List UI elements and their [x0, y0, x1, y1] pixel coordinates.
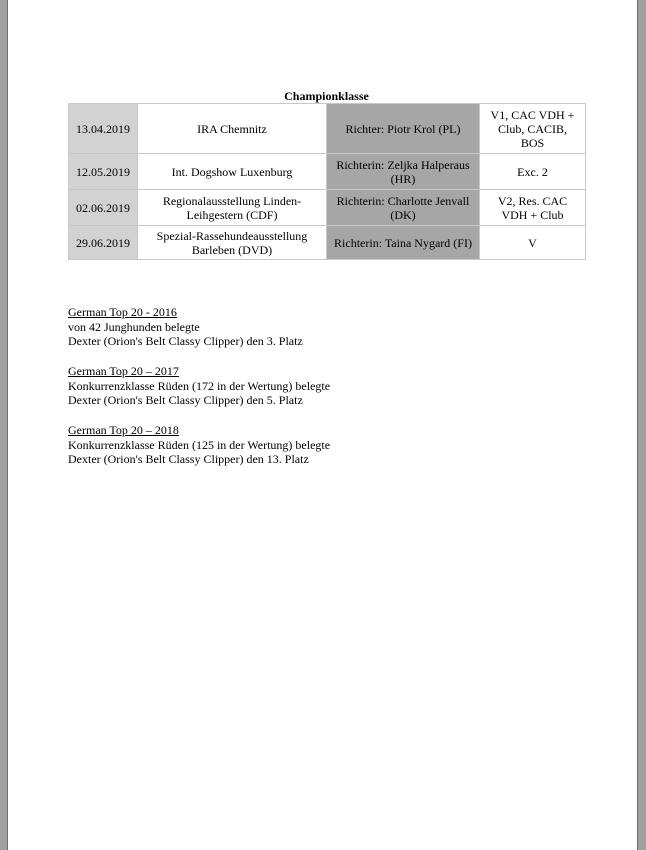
result-cell: [480, 226, 586, 260]
section-heading: German Top 20 - 2016: [68, 305, 177, 319]
judge-cell: Richterin: Charlotte Jenvall (DK): [327, 190, 480, 226]
ranking-section-2017: [68, 364, 588, 408]
result-line: Club, CACIB,: [497, 121, 567, 136]
result-line: VDH + Club: [501, 207, 564, 222]
section-line: Dexter (Orion's Belt Classy Clipper) den 5. Platz: [68, 393, 303, 408]
result-cell: [480, 190, 586, 226]
table-caption: Championklasse: [284, 89, 369, 103]
judge-cell: Richter: Piotr Krol (PL): [327, 104, 480, 154]
section-line: Konkurrenzklasse Rüden (172 in der Wertung) belegte: [68, 378, 331, 393]
section-heading: German Top 20 – 2017: [68, 364, 179, 378]
ranking-section-2016: [68, 305, 588, 349]
date-cell: 13.04.2019: [69, 104, 138, 154]
result-line: BOS: [520, 135, 545, 150]
result-line: V: [528, 235, 537, 250]
result-cell: [480, 154, 586, 190]
date-cell: 12.05.2019: [69, 154, 138, 190]
date-cell: 29.06.2019: [69, 226, 138, 260]
table-row: [69, 104, 586, 154]
result-line: Exc. 2: [517, 164, 548, 179]
table-row: [69, 226, 586, 260]
section-line: Dexter (Orion's Belt Classy Clipper) den 3. Platz: [68, 334, 303, 349]
table-row: [69, 190, 586, 226]
judge-cell: Richterin: Taina Nygard (FI): [327, 226, 480, 260]
ranking-section-2018: [68, 423, 588, 467]
date-cell: 02.06.2019: [69, 190, 138, 226]
results-table: [68, 103, 586, 260]
result-cell: [480, 104, 586, 154]
section-line: Konkurrenzklasse Rüden (125 in der Wertung) belegte: [68, 437, 331, 452]
result-line: V2, Res. CAC: [497, 193, 568, 208]
event-cell: IRA Chemnitz: [138, 104, 327, 154]
section-heading: German Top 20 – 2018: [68, 423, 179, 437]
section-line: Dexter (Orion's Belt Classy Clipper) den 13. Platz: [68, 452, 309, 467]
event-cell: Spezial-Rassehundeausstellung Barleben (DVD): [138, 226, 327, 260]
event-cell: Int. Dogshow Luxenburg: [138, 154, 327, 190]
table-row: [69, 154, 586, 190]
judge-cell: Richterin: Zeljka Halperaus (HR): [327, 154, 480, 190]
event-cell: Regionalausstellung Linden-Leihgestern (CDF): [138, 190, 327, 226]
document-page: [7, 0, 638, 850]
section-line: von 42 Junghunden belegte: [68, 319, 200, 334]
result-line: V1, CAC VDH +: [490, 107, 575, 122]
